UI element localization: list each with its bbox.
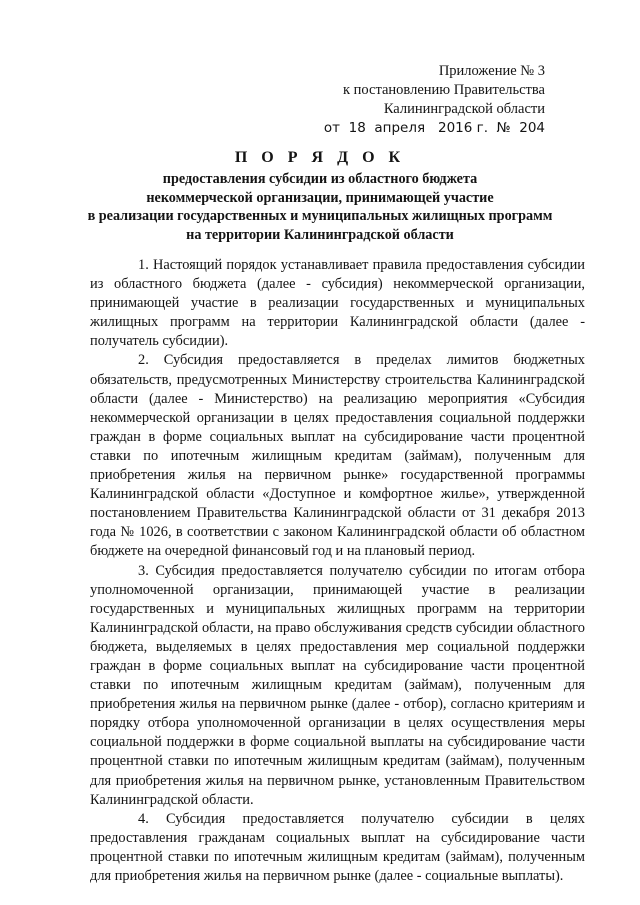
paragraph-4: 4. Субсидия предоставляется получателю субсидии в целях предоставления гражданам социальных выплат на субсидирование части процентной ставки по ипотечным жилищным кредитам (займам), полученным для приобретения жилья на первичном рынке (далее - социальные выплаты). xyxy=(90,810,585,884)
title-main: П О Р Я Д О К xyxy=(234,149,406,166)
annex-date-number: от 18 апреля 2016 г. № 204 xyxy=(323,120,545,136)
paragraph-1: 1. Настоящий порядок устанавливает правила предоставления субсидии из областного бюджета (далее - субсидия) некоммерческой организации, принимающей участие в реализации государственных и муниципальных жилищных программ на территории Калининградской области (далее - получатель субсидии). xyxy=(90,257,585,350)
subtitle-line: на территории Калининградской области xyxy=(186,226,454,243)
paragraph-2: 2. Субсидия предоставляется в пределах лимитов бюджетных обязательств, предусмотренных Министерству строительства Калининградской области (далее - Министерство) на реализацию мероприятия «Субсидия некоммерческой организации в целях предоставления социальной поддержки граждан в форме социальных выплат на субсидирование части процентной ставки по ипотечным жилищным кредитам (займам), полученным для приобретения жилья на первичном рынке» государственной программы Калининградской области «Доступное и комфортное жилье», утвержденной постановлением Правительства Калининградской области от 31 декабря 2013 года № 1026, в соответствии с законом Калининградской области об областном бюджете на очередной финансовый год и на плановый период. xyxy=(90,352,585,560)
subtitle-line: в реализации государственных и муниципальных жилищных программ xyxy=(87,208,553,224)
annex-region: Калининградской области xyxy=(383,101,545,117)
title-subtitle xyxy=(80,170,560,244)
subtitle-line: предоставления субсидии из областного бюджета xyxy=(162,171,478,187)
annex-header xyxy=(324,62,545,138)
document-title xyxy=(80,148,560,244)
annex-number: Приложение № 3 xyxy=(438,63,545,79)
document-body xyxy=(90,256,585,886)
annex-reference: к постановлению Правительства xyxy=(343,82,545,98)
paragraph-3: 3. Субсидия предоставляется получателю субсидии по итогам отбора уполномоченной организации, принимающей участие в реализации государственных и муниципальных жилищных программ на территории Калининградской области, на право обслуживания средств субсидии областного бюджета, выделяемых в целях предоставления мер социальной поддержки граждан в форме социальных выплат на субсидирование части процентной ставки по ипотечным жилищным кредитам (займам), полученным для приобретения жилья на первичном рынке (далее - отбор), согласно критериям и порядку отбора уполномоченной организации в целях осуществления меры социальной поддержки в форме социальной выплаты на субсидирование части процентной ставки по ипотечным жилищным кредитам (займам), полученным для приобретения жилья на первичном рынке, установленным Правительством Калининградской области. xyxy=(90,562,585,808)
subtitle-line: некоммерческой организации, принимающей участие xyxy=(146,189,494,206)
